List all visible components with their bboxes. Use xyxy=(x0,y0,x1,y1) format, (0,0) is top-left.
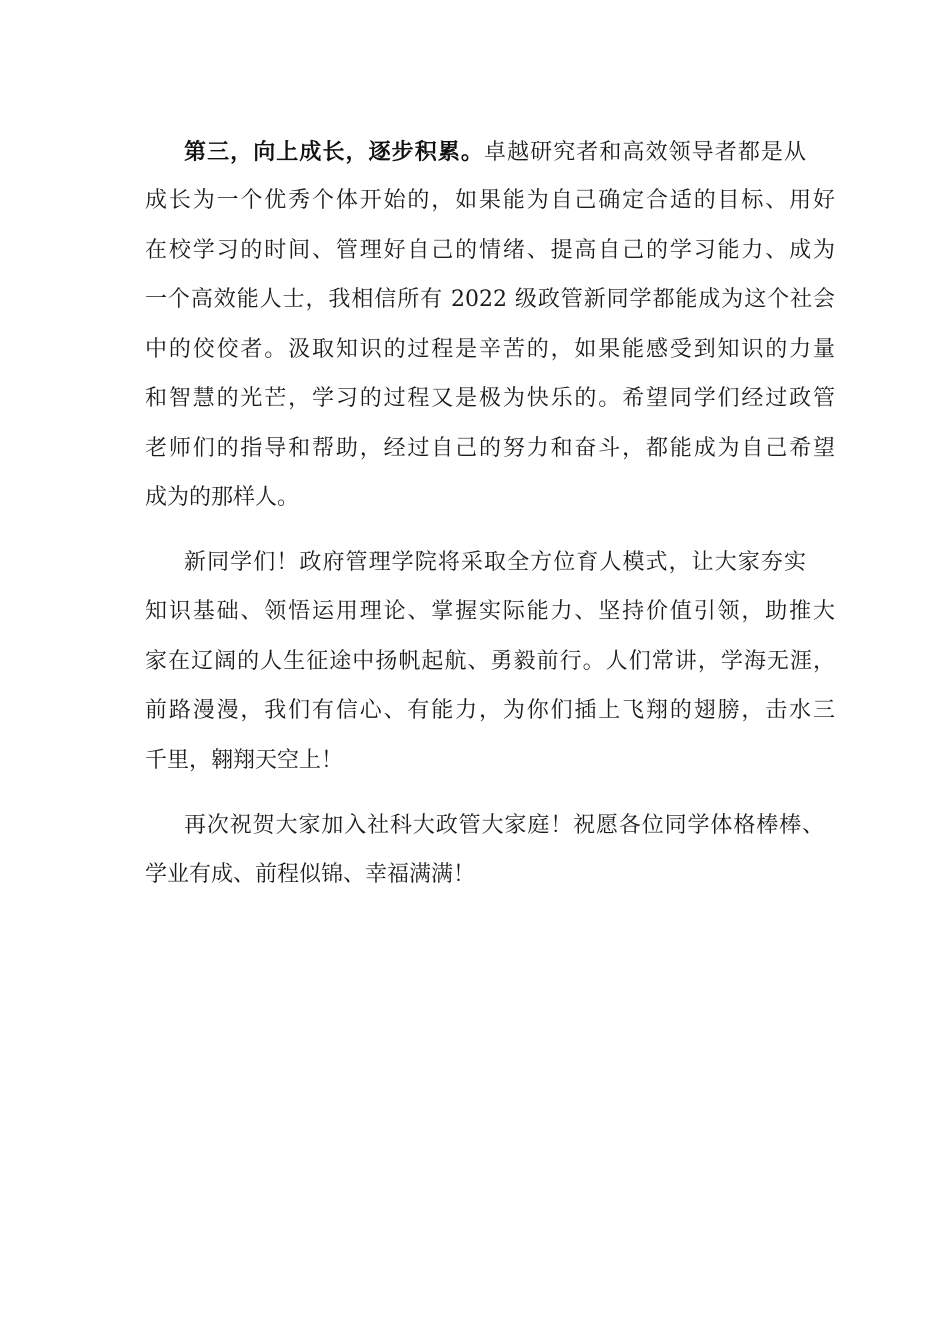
paragraph-2-line-2: 知识基础、领悟运用理论、掌握实际能力、坚持价值引领，助推大 xyxy=(145,599,835,624)
paragraph-2-line-1: 新同学们！政府管理学院将采取全方位育人模式，让大家夯实 xyxy=(184,550,806,575)
paragraph-1-line-7: 老师们的指导和帮助，经过自己的努力和奋斗，都能成为自己希望 xyxy=(145,436,835,461)
paragraph-1-line-3: 在校学习的时间、管理好自己的情绪、提高自己的学习能力、成为 xyxy=(145,238,835,263)
paragraph-1-line-5: 中的佼佼者。汲取知识的过程是辛苦的，如果能感受到知识的力量 xyxy=(145,337,835,362)
paragraph-1-line-1 xyxy=(184,134,806,170)
paragraph-3-line-2: 学业有成、前程似锦、幸福满满！ xyxy=(145,862,476,887)
paragraph-1-line-8: 成为的那样人。 xyxy=(145,485,300,510)
paragraph-1-line-2: 成长为一个优秀个体开始的，如果能为自己确定合适的目标、用好 xyxy=(145,188,835,213)
paragraph-1-line-6: 和智慧的光芒，学习的过程又是极为快乐的。希望同学们经过政管 xyxy=(145,386,835,411)
paragraph-1-line-1-text: 卓越研究者和高效领导者都是从 xyxy=(484,140,806,165)
paragraph-2-line-3: 家在辽阔的人生征途中扬帆起航、勇毅前行。人们常讲，学海无涯， xyxy=(145,649,835,674)
paragraph-1-line-4: 一个高效能人士，我相信所有 2022 级政管新同学都能成为这个社会 xyxy=(145,287,835,312)
paragraph-1-bold-lead: 第三，向上成长，逐步积累。 xyxy=(184,139,484,165)
paragraph-2-line-5: 千里，翱翔天空上！ xyxy=(145,748,344,773)
paragraph-3-line-1: 再次祝贺大家加入社科大政管大家庭！祝愿各位同学体格棒棒、 xyxy=(184,813,824,838)
paragraph-2-line-4: 前路漫漫，我们有信心、有能力，为你们插上飞翔的翅膀，击水三 xyxy=(145,698,835,723)
